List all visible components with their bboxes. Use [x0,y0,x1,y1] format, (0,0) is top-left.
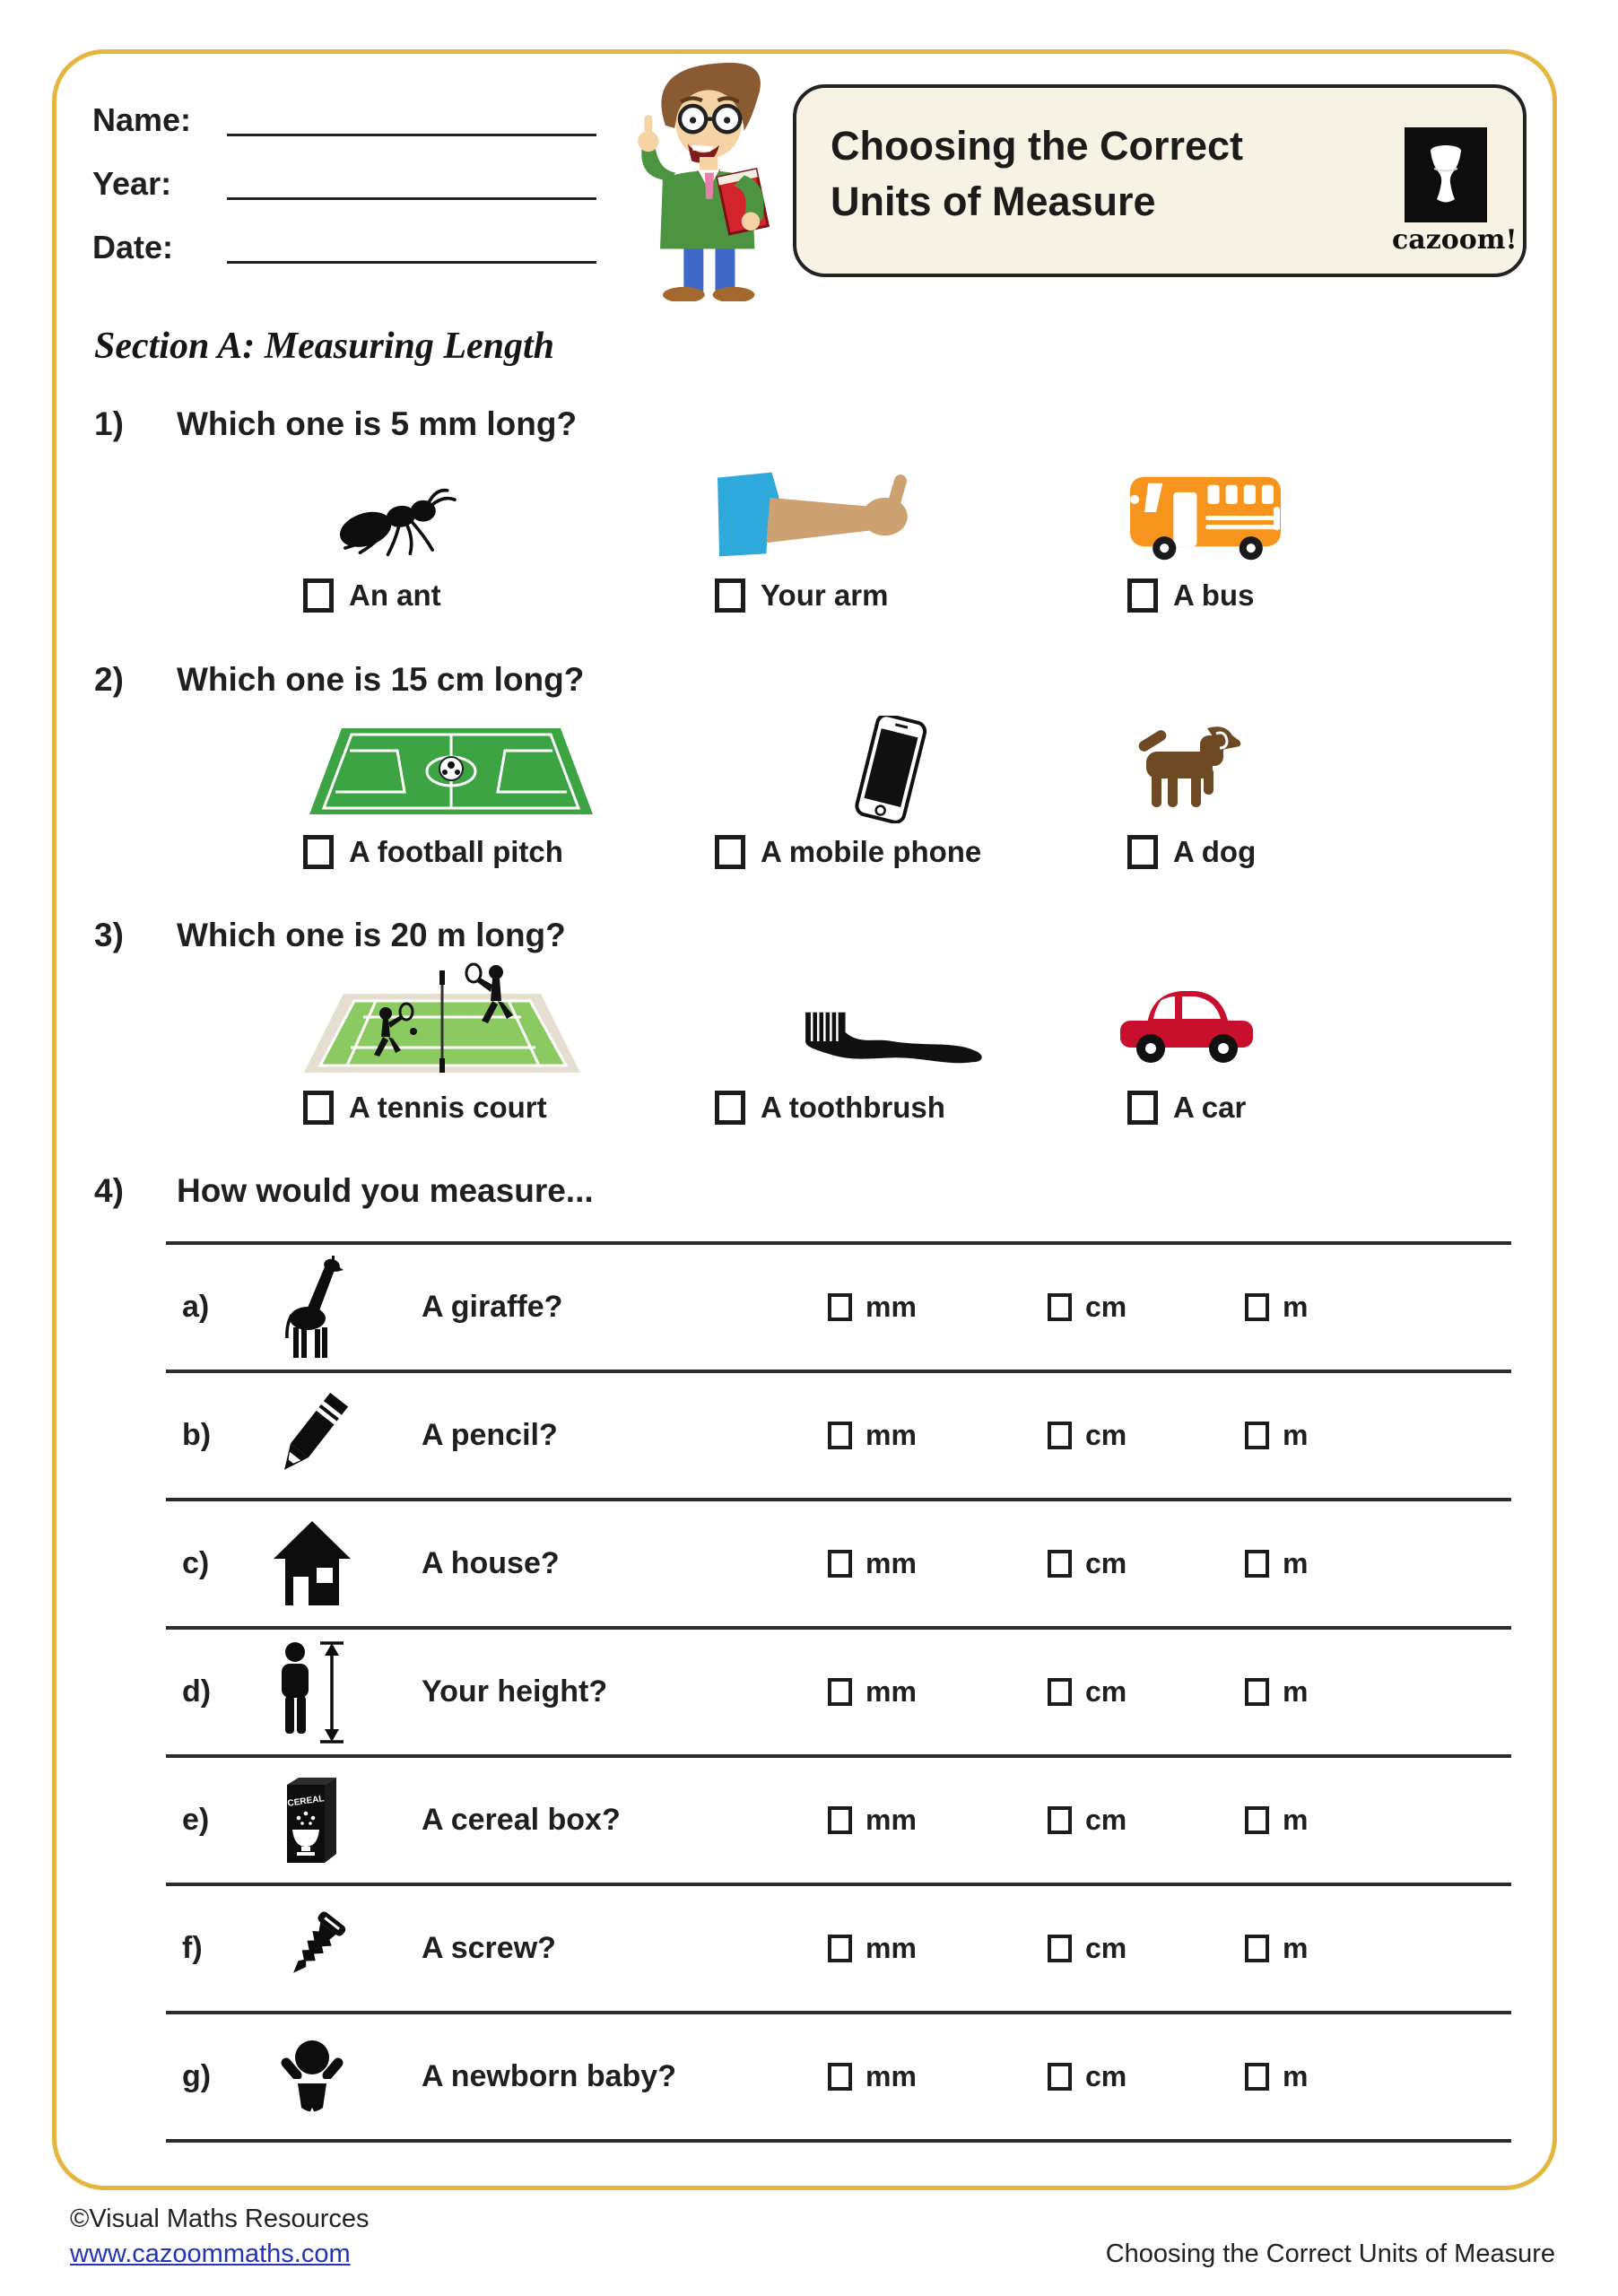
question-4-heading [94,1172,594,1210]
question-2-number: 2) [94,661,124,698]
footer-worksheet-title: Choosing the Correct Units of Measure [1105,2239,1555,2268]
option-a-bus: A bus [1127,578,1254,613]
date-label: Date: [92,229,174,265]
checkbox-cm[interactable] [1048,2063,1072,2091]
unit-option-m[interactable]: m [1220,1675,1511,1709]
option-a-football-pitch: A football pitch [303,835,563,869]
name-label: Name: [92,101,192,138]
checkbox-mm[interactable] [828,1935,852,1962]
option-a-car: A car [1127,1091,1246,1125]
name-field [92,95,596,136]
option-a-tennis-court: A tennis court [303,1091,547,1125]
unit-option-m[interactable]: m [1220,1932,1511,1965]
unit-option-m[interactable]: m [1220,1419,1511,1452]
checkbox-a-bus[interactable] [1127,578,1158,613]
question-2-text: Which one is 15 cm long? [177,661,585,698]
checkbox-m[interactable] [1245,1422,1269,1449]
table-row-house: c) A house? mm cm m [166,1501,1511,1630]
checkbox-m[interactable] [1245,1550,1269,1578]
question-3-text: Which one is 20 m long? [177,917,566,953]
checkbox-a-tennis-court[interactable] [303,1091,334,1125]
checkbox-m[interactable] [1245,1293,1269,1321]
unit-option-cm[interactable]: cm [1022,1675,1220,1709]
checkbox-mm[interactable] [828,1678,852,1706]
table-row-giraffe: a) A giraffe? mm cm m [166,1245,1511,1373]
checkbox-mm[interactable] [828,1422,852,1449]
unit-option-m[interactable]: m [1220,1547,1511,1580]
checkbox-a-toothbrush[interactable] [715,1091,745,1125]
toothbrush-icon [796,1010,987,1065]
checkbox-m[interactable] [1245,1806,1269,1834]
name-input-line[interactable] [227,98,596,136]
checkbox-cm[interactable] [1048,1293,1072,1321]
cazoom-logo-text: cazoom! [1392,224,1518,256]
cazoom-logo [1392,127,1518,256]
option-an-ant: An ant [303,578,441,613]
checkbox-your-arm[interactable] [715,578,745,613]
car-icon [1115,976,1258,1067]
unit-option-mm[interactable]: mm [803,2060,1022,2093]
height-icon [229,1630,395,1754]
checkbox-cm[interactable] [1048,1806,1072,1834]
unit-option-cm[interactable]: cm [1022,1547,1220,1580]
cereal-box-icon [229,1758,395,1883]
checkbox-a-mobile-phone[interactable] [715,835,745,869]
table-row-baby: g) A newborn baby? mm cm m [166,2014,1511,2143]
checkbox-a-football-pitch[interactable] [303,835,334,869]
unit-option-mm[interactable]: mm [803,1419,1022,1452]
giraffe-icon [229,1245,395,1370]
question-3-number: 3) [94,917,124,953]
table-row-pencil: b) A pencil? mm cm m [166,1373,1511,1501]
question-4-text: How would you measure... [177,1172,594,1209]
question-1-text: Which one is 5 mm long? [177,405,578,442]
pencil-icon [229,1373,395,1498]
checkbox-mm[interactable] [828,2063,852,2091]
table-row-cereal-box: e) CEREAL A cereal box? mm cm m [166,1758,1511,1886]
checkbox-a-car[interactable] [1127,1091,1158,1125]
screw-icon [229,1886,395,2011]
year-input-line[interactable] [227,161,596,200]
title-box [793,84,1527,277]
unit-option-mm[interactable]: mm [803,1675,1022,1709]
checkbox-m[interactable] [1245,2063,1269,2091]
unit-option-m[interactable]: m [1220,1804,1511,1837]
checkbox-an-ant[interactable] [303,578,334,613]
table-row-height: d) Your height? mm cm m [166,1630,1511,1758]
arm-icon [716,468,933,560]
measure-table [166,1241,1511,2143]
ant-icon [323,483,481,558]
section-a-heading: Section A: Measuring Length [94,326,555,367]
bus-icon [1127,472,1284,561]
football-pitch-icon [308,726,595,816]
dog-icon [1121,723,1251,811]
unit-option-cm[interactable]: cm [1022,1419,1220,1452]
year-label: Year: [92,165,172,202]
footer-copyright: ©Visual Maths Resources [70,2205,370,2233]
unit-option-m[interactable]: m [1220,2060,1511,2093]
option-a-toothbrush: A toothbrush [715,1091,945,1125]
table-row-screw: f) A screw? mm cm m [166,1886,1511,2014]
checkbox-mm[interactable] [828,1293,852,1321]
cazoom-drum-icon [1405,127,1487,222]
checkbox-m[interactable] [1245,1935,1269,1962]
teacher-cartoon-icon [615,52,813,301]
question-4-number: 4) [94,1172,124,1209]
unit-option-m[interactable]: m [1220,1291,1511,1324]
checkbox-cm[interactable] [1048,1422,1072,1449]
house-icon [229,1501,395,1626]
tennis-court-icon [300,958,583,1076]
unit-option-cm[interactable]: cm [1022,2060,1220,2093]
question-3-heading [94,917,566,954]
date-input-line[interactable] [227,225,596,264]
footer-website-link[interactable]: www.cazoommaths.com [70,2239,351,2268]
page-title: Choosing the Correct Units of Measure [831,123,1244,225]
option-a-mobile-phone: A mobile phone [715,835,981,869]
baby-icon [229,2014,395,2139]
checkbox-cm[interactable] [1048,1678,1072,1706]
option-a-dog: A dog [1127,835,1256,869]
mobile-phone-icon [841,716,940,823]
question-2-heading [94,661,584,699]
option-your-arm: Your arm [715,578,888,613]
date-field [92,222,596,264]
unit-option-cm[interactable]: cm [1022,1291,1220,1324]
checkbox-cm[interactable] [1048,1550,1072,1578]
unit-option-cm[interactable]: cm [1022,1804,1220,1837]
question-1-number: 1) [94,405,124,442]
unit-option-mm[interactable]: mm [803,1804,1022,1837]
checkbox-mm[interactable] [828,1806,852,1834]
checkbox-m[interactable] [1245,1678,1269,1706]
unit-option-mm[interactable]: mm [803,1291,1022,1324]
checkbox-cm[interactable] [1048,1935,1072,1962]
unit-option-mm[interactable]: mm [803,1932,1022,1965]
unit-option-mm[interactable]: mm [803,1547,1022,1580]
unit-option-cm[interactable]: cm [1022,1932,1220,1965]
checkbox-mm[interactable] [828,1550,852,1578]
checkbox-a-dog[interactable] [1127,835,1158,869]
svg-text:CEREAL: CEREAL [286,1793,325,1809]
year-field [92,159,596,200]
question-1-heading [94,405,577,443]
